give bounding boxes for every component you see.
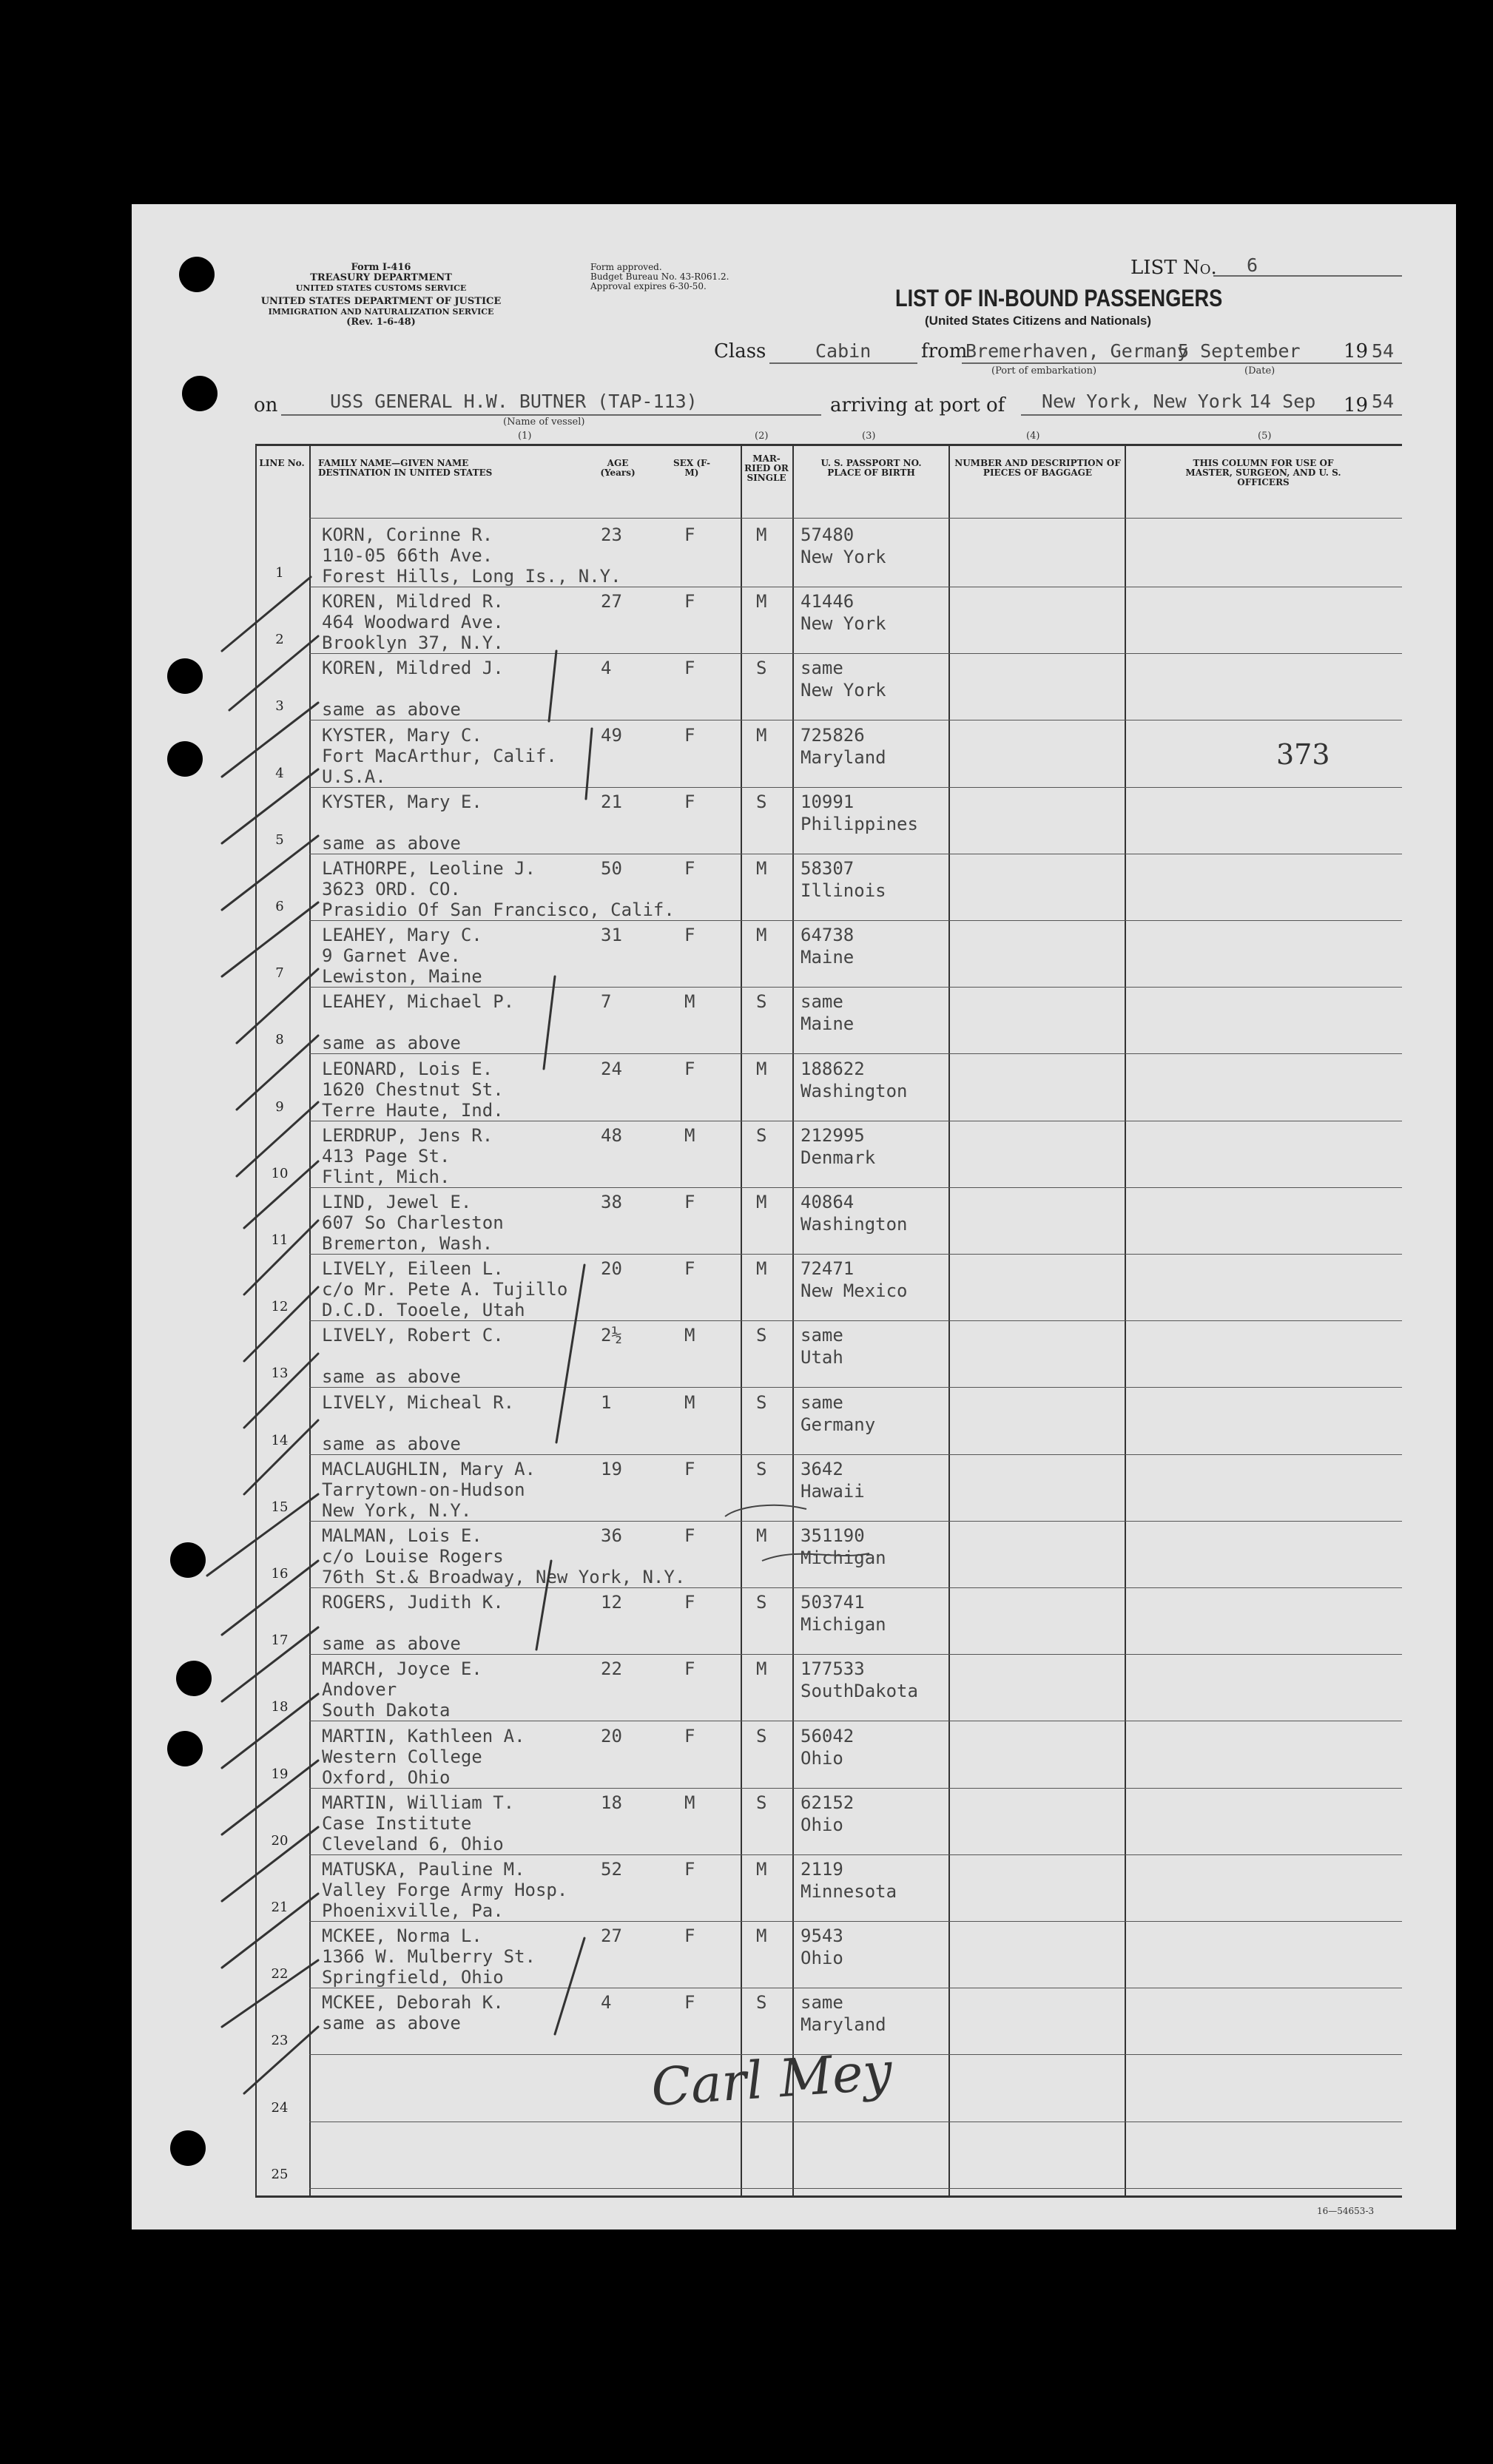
passenger-age: 52 <box>601 1859 622 1880</box>
passenger-address-2: Forest Hills, Long Is., N.Y. <box>322 566 621 587</box>
passport-number: 56042 <box>801 1726 855 1746</box>
passport-number: 72471 <box>801 1258 855 1279</box>
passenger-address-2: Oxford, Ohio <box>322 1767 451 1788</box>
arrival-date: 14 Sep <box>1249 391 1316 412</box>
header-sex: SEX (F-M) <box>673 458 710 478</box>
passenger-address-1: Valley Forge Army Hosp. <box>322 1880 568 1900</box>
passenger-age: 31 <box>601 925 622 945</box>
passport-number: 40864 <box>801 1192 855 1212</box>
line-number: 21 <box>271 1900 289 1915</box>
line-number: 1 <box>275 565 284 581</box>
page-subtitle: (United States Citizens and Nationals) <box>925 314 1152 328</box>
arrival-year: 54 <box>1372 391 1395 412</box>
passenger-marital-status: S <box>756 1792 767 1813</box>
passport-number: same <box>801 658 843 678</box>
passenger-age: 18 <box>601 1792 622 1813</box>
passenger-marital-status: M <box>756 858 767 879</box>
arrival-port: New York, New York <box>1042 391 1242 412</box>
from-value: Bremerhaven, Germany <box>965 340 1189 362</box>
passenger-address-2: same as above <box>322 1434 461 1454</box>
place-of-birth: New York <box>801 547 886 567</box>
passenger-address-2: Cleveland 6, Ohio <box>322 1834 504 1854</box>
passenger-marital-status: M <box>756 1925 767 1946</box>
line-number: 15 <box>271 1499 289 1515</box>
passenger-age: 20 <box>601 1726 622 1746</box>
from-year: 54 <box>1372 340 1395 362</box>
passenger-sex: F <box>684 858 695 879</box>
passport-number: same <box>801 1325 843 1346</box>
passenger-address-2: Bremerton, Wash. <box>322 1233 493 1254</box>
passenger-age: 38 <box>601 1192 622 1212</box>
passenger-marital-status: S <box>756 1125 767 1146</box>
passenger-address-2: same as above <box>322 1033 461 1053</box>
passenger-address-2: Lewiston, Maine <box>322 966 482 987</box>
passenger-marital-status: S <box>756 1992 767 2013</box>
list-no-label: LIST No. <box>1130 257 1217 279</box>
passenger-marital-status: S <box>756 658 767 678</box>
passenger-marital-status: M <box>756 1258 767 1279</box>
class-label: Class <box>714 340 766 362</box>
passenger-sex: F <box>684 1525 695 1546</box>
passenger-address-2: Brooklyn 37, N.Y. <box>322 632 504 653</box>
passenger-address-1: Fort MacArthur, Calif. <box>322 746 557 766</box>
col-num-5: (5) <box>1258 431 1272 442</box>
passenger-age: 20 <box>601 1258 622 1279</box>
passport-number: 725826 <box>801 725 865 746</box>
place-of-birth: New York <box>801 613 886 634</box>
passport-number: 10991 <box>801 791 855 812</box>
place-of-birth: Maine <box>801 1013 855 1034</box>
header-baggage: NUMBER AND DESCRIPTION OF PIECES OF BAGGAGE <box>954 458 1121 478</box>
passport-number: same <box>801 1392 843 1413</box>
revision-label: (Rev. 1-6-48) <box>346 317 416 328</box>
on-label: on <box>254 394 278 416</box>
passenger-sex: F <box>684 658 695 678</box>
passenger-address-2: same as above <box>322 699 461 720</box>
passenger-name: MARCH, Joyce E. <box>322 1658 482 1679</box>
col-num-1: (1) <box>518 431 532 442</box>
passenger-marital-status: S <box>756 1726 767 1746</box>
passenger-marital-status: M <box>756 1859 767 1880</box>
passenger-sex: F <box>684 1459 695 1479</box>
expires-label: Approval expires 6-30-50. <box>590 281 707 291</box>
passenger-marital-status: M <box>756 925 767 945</box>
passenger-name: LIVELY, Robert C. <box>322 1325 504 1346</box>
passenger-marital-status: S <box>756 791 767 812</box>
passenger-address-1: 607 So Charleston <box>322 1212 504 1233</box>
passenger-marital-status: M <box>756 1525 767 1546</box>
passport-number: same <box>801 991 843 1012</box>
from-year-prefix: 19 <box>1344 340 1369 362</box>
header-age: AGE (Years) <box>600 458 636 478</box>
passenger-name: MALMAN, Lois E. <box>322 1525 482 1546</box>
line-number: 24 <box>271 2100 289 2116</box>
list-no-value: 6 <box>1247 254 1258 276</box>
passenger-sex: F <box>684 791 695 812</box>
passenger-name: LEONARD, Lois E. <box>322 1059 493 1079</box>
line-number: 20 <box>271 1833 289 1849</box>
passport-number: 64738 <box>801 925 855 945</box>
passenger-address-2: same as above <box>322 1633 461 1654</box>
passenger-sex: M <box>684 1125 695 1146</box>
passport-number: 62152 <box>801 1792 855 1813</box>
ins-label: IMMIGRATION AND NATURALIZATION SERVICE <box>268 307 494 317</box>
header-name: FAMILY NAME—GIVEN NAME DESTINATION IN UNITED STATES <box>318 458 493 478</box>
arrival-year-prefix: 19 <box>1344 394 1369 416</box>
place-of-birth: Denmark <box>801 1147 876 1168</box>
passenger-name: LIND, Jewel E. <box>322 1192 472 1212</box>
line-number: 6 <box>275 899 284 914</box>
passenger-name: ROGERS, Judith K. <box>322 1592 504 1613</box>
passenger-sex: F <box>684 1592 695 1613</box>
line-number: 25 <box>271 2167 289 2182</box>
line-number: 3 <box>275 698 284 714</box>
passenger-sex: M <box>684 1792 695 1813</box>
line-number: 18 <box>271 1699 289 1715</box>
passenger-sex: F <box>684 1059 695 1079</box>
officer-stamp-number: 373 <box>1276 738 1330 771</box>
passenger-address-1: 9 Garnet Ave. <box>322 945 461 966</box>
place-of-birth: Maryland <box>801 747 886 768</box>
passenger-address-2: 76th St.& Broadway, New York, N.Y. <box>322 1567 686 1587</box>
approved-label: Form approved. <box>590 262 662 272</box>
passenger-marital-status: M <box>756 725 767 746</box>
place-of-birth: Germany <box>801 1414 876 1435</box>
line-number: 9 <box>275 1099 284 1115</box>
page-title: LIST OF IN-BOUND PASSENGERS <box>895 285 1223 311</box>
line-number: 17 <box>271 1633 289 1648</box>
passenger-address-2: Springfield, Ohio <box>322 1967 504 1988</box>
passenger-name: KOREN, Mildred R. <box>322 591 504 612</box>
place-of-birth: Minnesota <box>801 1881 897 1902</box>
passenger-sex: M <box>684 1392 695 1413</box>
passenger-address-1: c/o Mr. Pete A. Tujillo <box>322 1279 568 1300</box>
passport-number: 177533 <box>801 1658 865 1679</box>
customs-label: UNITED STATES CUSTOMS SERVICE <box>295 283 467 293</box>
passenger-address-2: D.C.D. Tooele, Utah <box>322 1300 525 1320</box>
col-num-2: (2) <box>755 431 769 442</box>
passenger-name: KOREN, Mildred J. <box>322 658 504 678</box>
line-number: 10 <box>271 1166 289 1181</box>
passenger-marital-status: M <box>756 1059 767 1079</box>
line-number: 7 <box>275 965 284 981</box>
from-label: from <box>921 340 968 362</box>
passenger-name: LERDRUP, Jens R. <box>322 1125 493 1146</box>
place-of-birth: Washington <box>801 1081 908 1101</box>
passenger-sex: F <box>684 1726 695 1746</box>
place-of-birth: Philippines <box>801 814 918 834</box>
passenger-marital-status: M <box>756 591 767 612</box>
vessel-name: USS GENERAL H.W. BUTNER (TAP-113) <box>330 391 698 412</box>
passenger-name: KORN, Corinne R. <box>322 524 493 545</box>
passenger-marital-status: S <box>756 991 767 1012</box>
passenger-sex: F <box>684 591 695 612</box>
line-number: 4 <box>275 766 284 781</box>
passenger-age: 4 <box>601 1992 612 2013</box>
passenger-name: MCKEE, Deborah K. <box>322 1992 504 2013</box>
inspector-signature: Carl Mey <box>649 2040 894 2119</box>
passenger-name: LEAHEY, Mary C. <box>322 925 482 945</box>
budget-label: Budget Bureau No. 43-R061.2. <box>590 271 729 282</box>
passenger-marital-status: S <box>756 1459 767 1479</box>
form-number: Form I-416 <box>351 262 411 273</box>
passenger-address-2: U.S.A. <box>322 766 386 787</box>
class-value: Cabin <box>815 340 872 362</box>
place-of-birth: Washington <box>801 1214 908 1235</box>
passenger-address-1: 413 Page St. <box>322 1146 451 1167</box>
passport-number: 58307 <box>801 858 855 879</box>
passenger-age: 50 <box>601 858 622 879</box>
passenger-sex: F <box>684 1258 695 1279</box>
line-number: 16 <box>271 1566 289 1582</box>
passenger-sex: F <box>684 1192 695 1212</box>
place-of-birth: SouthDakota <box>801 1681 918 1701</box>
header-passport: U. S. PASSPORT NO. PLACE OF BIRTH <box>820 458 922 478</box>
footer-code: 16—54653-3 <box>1317 2206 1375 2216</box>
passenger-age: 24 <box>601 1059 622 1079</box>
passenger-marital-status: M <box>756 1658 767 1679</box>
place-of-birth: New Mexico <box>801 1280 908 1301</box>
line-number: 13 <box>271 1366 289 1381</box>
passenger-name: MARTIN, William T. <box>322 1792 515 1813</box>
passenger-address-2: same as above <box>322 1366 461 1387</box>
passenger-age: 36 <box>601 1525 622 1546</box>
passport-number: 41446 <box>801 591 855 612</box>
place-of-birth: Michigan <box>801 1547 886 1568</box>
passenger-sex: F <box>684 524 695 545</box>
passenger-age: 19 <box>601 1459 622 1479</box>
place-of-birth: Maine <box>801 947 855 968</box>
line-number: 2 <box>275 632 284 647</box>
passenger-address-2: South Dakota <box>322 1700 451 1721</box>
header-married: MAR-RIED OR SINGLE <box>744 453 789 483</box>
passenger-address-1: 464 Woodward Ave. <box>322 612 504 632</box>
passenger-name: KYSTER, Mary E. <box>322 791 482 812</box>
line-number: 14 <box>271 1433 289 1448</box>
passenger-name: MCKEE, Norma L. <box>322 1925 482 1946</box>
line-number: 19 <box>271 1766 289 1782</box>
passenger-name: MARTIN, Kathleen A. <box>322 1726 525 1746</box>
passport-number: 57480 <box>801 524 855 545</box>
passenger-address-2: Terre Haute, Ind. <box>322 1100 504 1121</box>
passenger-sex: M <box>684 1325 695 1346</box>
passenger-name: LATHORPE, Leoline J. <box>322 858 536 879</box>
passenger-age: 21 <box>601 791 622 812</box>
passport-number: 188622 <box>801 1059 865 1079</box>
passport-number: 351190 <box>801 1525 865 1546</box>
passenger-sex: F <box>684 1859 695 1880</box>
line-number: 11 <box>271 1232 289 1248</box>
treasury-label: TREASURY DEPARTMENT <box>310 272 452 283</box>
place-of-birth: Ohio <box>801 1815 843 1835</box>
passenger-sex: F <box>684 925 695 945</box>
passenger-address-1: Tarrytown-on-Hudson <box>322 1479 525 1500</box>
passenger-age: 4 <box>601 658 612 678</box>
place-of-birth: Ohio <box>801 1748 843 1769</box>
col-num-4: (4) <box>1026 431 1040 442</box>
port-embark-caption: (Port of embarkation) <box>991 365 1097 377</box>
passenger-age: 22 <box>601 1658 622 1679</box>
passenger-marital-status: S <box>756 1325 767 1346</box>
justice-label: UNITED STATES DEPARTMENT OF JUSTICE <box>260 296 502 307</box>
passenger-sex: F <box>684 725 695 746</box>
passenger-age: 49 <box>601 725 622 746</box>
place-of-birth: New York <box>801 680 886 701</box>
passenger-address-1: 1620 Chestnut St. <box>322 1079 504 1100</box>
passport-number: same <box>801 1992 843 2013</box>
passenger-sex: F <box>684 1658 695 1679</box>
passenger-name: LEAHEY, Michael P. <box>322 991 515 1012</box>
line-number: 8 <box>275 1032 284 1047</box>
passenger-age: 23 <box>601 524 622 545</box>
passenger-age: 27 <box>601 591 622 612</box>
passenger-address-2: Prasidio Of San Francisco, Calif. <box>322 899 675 920</box>
passport-number: 9543 <box>801 1925 843 1946</box>
passenger-sex: M <box>684 991 695 1012</box>
place-of-birth: Ohio <box>801 1948 843 1968</box>
passport-number: 212995 <box>801 1125 865 1146</box>
vessel-caption: (Name of vessel) <box>503 416 585 428</box>
line-number: 22 <box>271 1966 289 1982</box>
place-of-birth: Illinois <box>801 880 886 901</box>
from-date: 5 September <box>1178 340 1301 362</box>
passenger-age: 1 <box>601 1392 612 1413</box>
passenger-address-2: Flint, Mich. <box>322 1167 451 1187</box>
passenger-name: MATUSKA, Pauline M. <box>322 1859 525 1880</box>
line-number: 5 <box>275 832 284 848</box>
place-of-birth: Maryland <box>801 2014 886 2035</box>
passenger-name: MACLAUGHLIN, Mary A. <box>322 1459 536 1479</box>
passenger-marital-status: M <box>756 524 767 545</box>
place-of-birth: Michigan <box>801 1614 886 1635</box>
passenger-address-1: Andover <box>322 1679 397 1700</box>
passenger-name: KYSTER, Mary C. <box>322 725 482 746</box>
col-num-3: (3) <box>862 431 876 442</box>
line-number: 12 <box>271 1299 289 1314</box>
date-caption: (Date) <box>1244 365 1275 377</box>
passenger-name: LIVELY, Eileen L. <box>322 1258 504 1279</box>
passenger-address-1: 110-05 66th Ave. <box>322 545 493 566</box>
passenger-name: LIVELY, Micheal R. <box>322 1392 515 1413</box>
passenger-address-1: 1366 W. Mulberry St. <box>322 1946 536 1967</box>
passenger-age: 12 <box>601 1592 622 1613</box>
passenger-address-2: same as above <box>322 833 461 854</box>
passenger-age: 2½ <box>601 1325 622 1346</box>
header-officers: THIS COLUMN FOR USE OF MASTER, SURGEON, AND U. S. OFFICERS <box>1185 458 1341 487</box>
arriving-label: arriving at port of <box>830 394 1005 416</box>
passenger-age: 27 <box>601 1925 622 1946</box>
passenger-address-1: Western College <box>322 1746 482 1767</box>
passenger-age: 7 <box>601 991 612 1012</box>
passenger-sex: F <box>684 1992 695 2013</box>
passenger-address-2: Phoenixville, Pa. <box>322 1900 504 1921</box>
place-of-birth: Utah <box>801 1347 843 1368</box>
passenger-address-1: c/o Louise Rogers <box>322 1546 504 1567</box>
line-number: 23 <box>271 2033 289 2048</box>
passenger-address-1: 3623 ORD. CO. <box>322 879 461 899</box>
passenger-age: 48 <box>601 1125 622 1146</box>
passenger-marital-status: S <box>756 1392 767 1413</box>
passport-number: 503741 <box>801 1592 865 1613</box>
passenger-sex: F <box>684 1925 695 1946</box>
passenger-address-2: New York, N.Y. <box>322 1500 472 1521</box>
place-of-birth: Hawaii <box>801 1481 865 1502</box>
header-line-no: LINE No. <box>259 458 305 468</box>
passport-number: 3642 <box>801 1459 843 1479</box>
passenger-marital-status: M <box>756 1192 767 1212</box>
passenger-address-1: Case Institute <box>322 1813 472 1834</box>
passport-number: 2119 <box>801 1859 843 1880</box>
passenger-marital-status: S <box>756 1592 767 1613</box>
passenger-address-1: same as above <box>322 2013 461 2033</box>
